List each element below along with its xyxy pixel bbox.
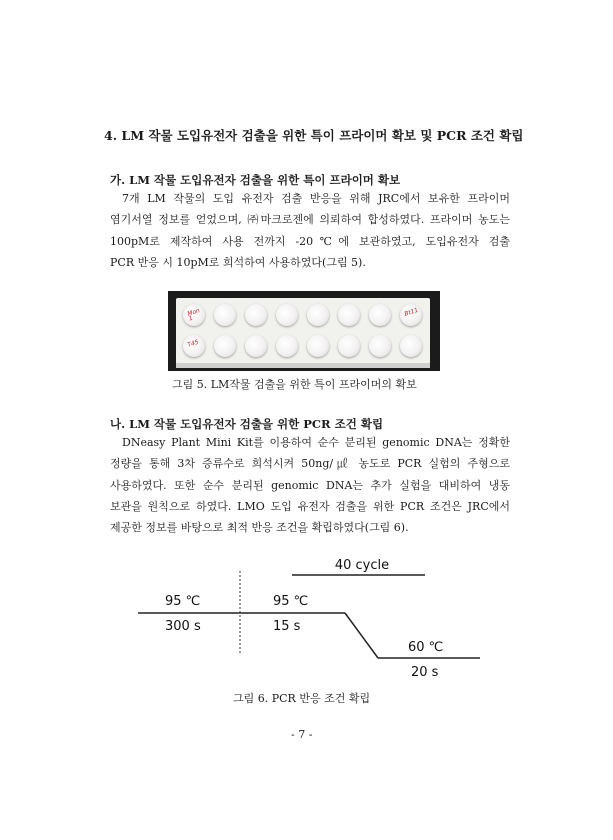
primer-tube <box>338 304 360 326</box>
tube-label <box>249 339 263 351</box>
ramp-line <box>345 613 378 658</box>
figure5-caption: 그림 5. LM작물 검출을 위한 특이 프라이머의 확보 <box>172 378 417 391</box>
tube-label <box>373 308 387 320</box>
tube-label <box>342 339 356 351</box>
paragraph-line: 7개 LM 작물의 도입 유전자 검출 반응을 위해 JRC에서 보유한 프라이머 <box>122 192 510 205</box>
primer-tube <box>369 304 391 326</box>
step2-temp: 95 ℃ <box>273 594 309 609</box>
figure6-caption: 그림 6. PCR 반응 조건 확립 <box>233 692 371 705</box>
primer-tube <box>183 304 205 326</box>
paragraph-line: 보관을 원칙으로 하였다. LMO 도입 유전자 검출을 위한 PCR 조건은 JRC에서 <box>110 499 510 513</box>
tube-label: T45 <box>186 338 200 349</box>
page-number: - 7 - <box>291 728 313 741</box>
cycle-label: 40 cycle <box>334 558 390 573</box>
primer-tube <box>369 335 391 357</box>
tube-label <box>280 339 294 351</box>
tube-label <box>373 339 387 351</box>
primer-tube <box>214 335 236 357</box>
primer-tube <box>307 304 329 326</box>
primer-tube <box>400 304 422 326</box>
subsection-b-paragraph <box>110 432 510 538</box>
step1-temp: 95 ℃ <box>165 594 201 609</box>
paragraph-line: 100pM로 제작하여 사용 전까지 -20℃에 보관하였고, 도입유전자 검출 <box>110 234 510 248</box>
step1-time: 300 s <box>165 619 201 634</box>
primer-tube <box>276 304 298 326</box>
tube-label <box>249 308 263 320</box>
tube-label: Bt11 <box>403 306 420 318</box>
step2-time: 15 s <box>273 619 301 634</box>
tube-tray <box>176 298 430 364</box>
paragraph-line: DNeasy Plant Mini Kit를 이용하여 순수 분리된 genomic DNA는 정확한 <box>122 436 510 449</box>
paragraph-line: 사용하였다. 또한 순수 분리된 genomic DNA는 추가 실험을 대비하여 냉동 <box>110 478 510 492</box>
tube-label <box>218 308 232 320</box>
step3-time: 20 s <box>411 665 439 680</box>
section-heading: 4. LM 작물 도입유전자 검출을 위한 특이 프라이머 확보 및 PCR 조건 확립 <box>104 128 524 143</box>
pcr-profile-diagram <box>120 553 500 693</box>
primer-tube <box>183 335 205 357</box>
tube-label <box>404 339 418 351</box>
tube-label <box>280 308 294 320</box>
primer-tube <box>245 335 267 357</box>
primer-tube <box>400 335 422 357</box>
subsection-a-paragraph <box>110 188 510 273</box>
subsection-a-heading: 가. LM 작물 도입유전자 검출을 위한 특이 프라이머 확보 <box>110 173 401 187</box>
tube-label <box>342 308 356 320</box>
tube-label <box>311 339 325 351</box>
primer-tube <box>307 335 329 357</box>
tube-label <box>311 308 325 320</box>
step3-temp: 60 ℃ <box>408 640 444 655</box>
primer-tubes-photo <box>168 291 440 371</box>
primer-tube <box>338 335 360 357</box>
primer-tube <box>214 304 236 326</box>
paragraph-line: 정량을 통해 3차 증류수로 희석시켜 50ng/㎕ 농도로 PCR 실험의 주형으로 <box>110 457 510 471</box>
subsection-b-heading: 나. LM 작물 도입유전자 검출을 위한 PCR 조건 확립 <box>110 417 384 431</box>
primer-tube <box>245 304 267 326</box>
tube-label: Mon 1 <box>186 307 201 323</box>
primer-tube <box>276 335 298 357</box>
paragraph-line: PCR 반응 시 10pM로 희석하여 사용하였다(그림 5). <box>110 255 366 269</box>
paragraph-line: 제공한 정보를 바탕으로 최적 반응 조건을 확립하였다(그림 6). <box>110 521 409 535</box>
paragraph-line: 염기서열 정보를 얻었으며, ㈜마크로젠에 의뢰하여 합성하였다. 프라이머 농도는 <box>110 213 510 227</box>
tube-label <box>218 339 232 351</box>
